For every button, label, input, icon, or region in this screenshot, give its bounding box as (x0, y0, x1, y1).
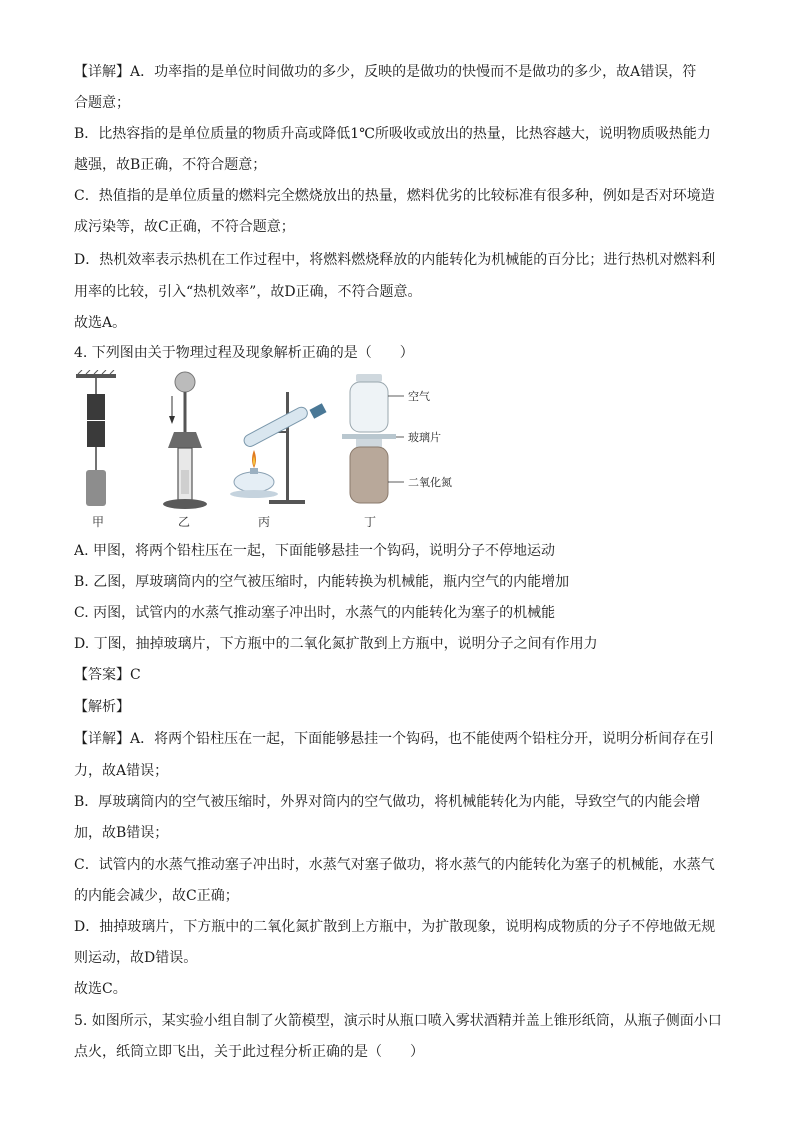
label-nitrogen-dioxide: 二氧化氮 (408, 476, 452, 489)
detail-line: D．抽掉玻璃片，下方瓶中的二氧化氮扩散到上方瓶中，为扩散现象，说明构成物质的分子不停地做无规 (74, 919, 716, 935)
question-5-stem-cont: 点火，纸筒立即飞出，关于此过程分析正确的是（ ） (74, 1044, 424, 1060)
detail-line: 加，故B错误； (74, 825, 169, 841)
detail-line: 【详解】A．将两个铅柱压在一起，下面能够悬挂一个钩码，也不能使两个铅柱分开，说明分析间存在引 (74, 731, 715, 747)
detail-line: B．厚玻璃筒内的空气被压缩时，外界对筒内的空气做功，将机械能转化为内能，导致空气的内能会增 (74, 794, 701, 810)
lead-cylinders-illustration (76, 370, 116, 529)
detail-line: 用率的比较，引入“热机效率”，故D正确，不符合题意。 (74, 284, 422, 300)
conclusion-line: 故选C。 (74, 981, 127, 997)
caption-yi: 乙 (178, 515, 191, 529)
glass-cylinder-illustration (163, 372, 207, 529)
option-d: D. 丁图，抽掉玻璃片，下方瓶中的二氧化氮扩散到上方瓶中，说明分子之间有作用力 (74, 636, 598, 652)
detail-line: 成污染等，故C正确，不符合题意； (74, 219, 295, 235)
detail-line: 合题意； (74, 95, 130, 111)
detail-line: 力，故A错误； (74, 763, 169, 779)
option-c: C. 丙图，试管内的水蒸气推动塞子冲出时，水蒸气的内能转化为塞子的机械能 (74, 605, 556, 621)
caption-bing: 丙 (258, 515, 271, 529)
option-a: A. 甲图，将两个铅柱压在一起，下面能够悬挂一个钩码，说明分子不停地运动 (74, 543, 556, 559)
detail-line: 越强，故B正确，不符合题意； (74, 157, 267, 173)
detail-line: 则运动，故D错误。 (74, 950, 198, 966)
conclusion-line: 故选A。 (74, 315, 127, 331)
option-b: B. 乙图，厚玻璃筒内的空气被压缩时，内能转换为机械能，瓶内空气的内能增加 (74, 574, 570, 590)
detail-line: B．比热容指的是单位质量的物质升高或降低1℃所吸收或放出的热量，比热容越大，说明物质吸热能力 (74, 126, 711, 142)
detail-line: C．热值指的是单位质量的燃料完全燃烧放出的热量，燃料优劣的比较标准有很多种，例如是否对环境造 (74, 188, 715, 204)
question-4-figure (74, 370, 474, 532)
question-4-stem: 4. 下列图由关于物理过程及现象解析正确的是（ ） (74, 345, 414, 361)
question-5-stem: 5. 如图所示，某实验小组自制了火箭模型，演示时从瓶口喷入雾状酒精并盖上锥形纸筒，从瓶子侧面小口 (74, 1013, 722, 1029)
label-air: 空气 (408, 390, 430, 403)
detail-line: 【详解】A．功率指的是单位时间做功的多少，反映的是做功的快慢而不是做功的多少，故A错误，符 (74, 64, 697, 80)
caption-ding: 丁 (364, 515, 377, 529)
caption-jia: 甲 (92, 515, 105, 529)
label-glass-plate: 玻璃片 (408, 431, 441, 444)
detail-line: C．试管内的水蒸气推动塞子冲出时，水蒸气对塞子做功，将水蒸气的内能转化为塞子的机械能，水蒸气 (74, 857, 715, 873)
analysis-heading: 【解析】 (74, 699, 130, 715)
detail-line: D．热机效率表示热机在工作过程中，将燃料燃烧释放的内能转化为机械能的百分比；进行热机对燃料利 (74, 252, 716, 268)
detail-line: 的内能会减少，故C正确； (74, 888, 239, 904)
diffusion-bottles-illustration (342, 374, 452, 529)
test-tube-illustration (230, 392, 327, 529)
answer-line: 【答案】C (74, 667, 141, 683)
